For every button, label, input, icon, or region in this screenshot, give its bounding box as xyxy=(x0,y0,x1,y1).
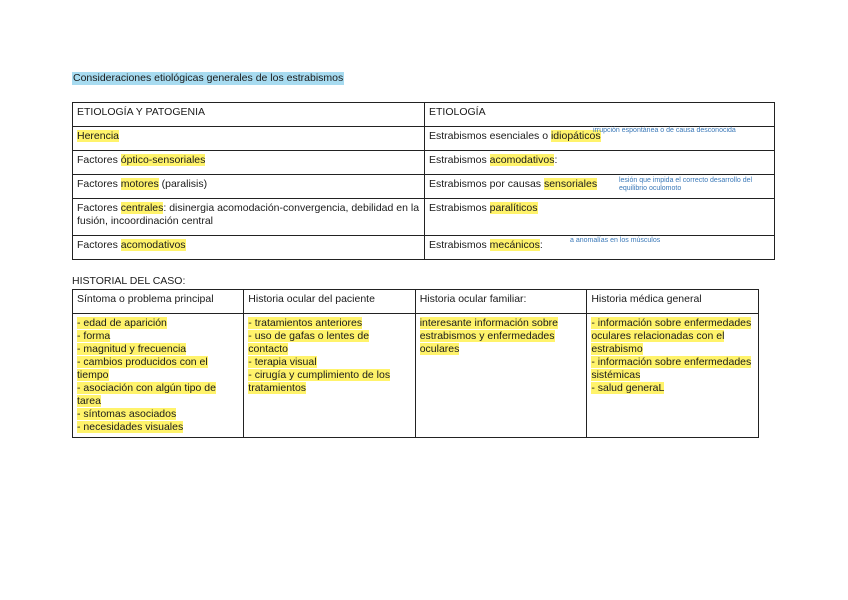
cell-text: Estrabismos xyxy=(428,154,490,166)
list-item: - síntomas asociados xyxy=(77,408,177,420)
list-item: - terapia visual xyxy=(248,356,317,368)
highlighted-text: óptico-sensoriales xyxy=(120,154,206,166)
header-sintoma: Síntoma o problema principal xyxy=(73,290,244,314)
table-row xyxy=(73,127,775,151)
historia-paciente-list xyxy=(244,314,415,438)
list-item: interesante información sobre estrabismos y enfermedades oculares xyxy=(419,317,559,355)
list-item: - forma xyxy=(77,330,111,342)
cell-text: Estrabismos xyxy=(428,239,490,251)
sintoma-list xyxy=(73,314,244,438)
header-etiologia-patogenia: ETIOLOGÍA Y PATOGENIA xyxy=(73,103,425,127)
page-title: Consideraciones etiológicas generales de los estrabismos xyxy=(73,72,344,84)
list-item: - información sobre enfermedades oculares relacionadas con el estrabismo xyxy=(591,317,752,355)
list-item: - cirugía y cumplimiento de los tratamientos xyxy=(248,369,391,394)
annotation-note: irrupción espontánea o de causa desconocida xyxy=(592,127,736,134)
list-item: - asociación con algún tipo de tarea xyxy=(77,382,216,407)
highlighted-text: mecánicos xyxy=(489,239,540,251)
history-table xyxy=(72,289,759,438)
table-row xyxy=(73,151,775,175)
row-left-cell xyxy=(73,151,425,175)
history-section-label: HISTORIAL DEL CASO: xyxy=(72,275,186,287)
row-right-cell xyxy=(424,175,774,199)
table-header-row xyxy=(73,103,775,127)
historia-medica-list xyxy=(587,314,759,438)
list-item: - información sobre enfermedades sistémicas xyxy=(591,356,752,381)
cell-text: : xyxy=(554,154,558,166)
table-row xyxy=(73,199,775,236)
row-right-cell xyxy=(424,199,774,236)
cell-text: : disinergia acomodación-convergencia, debilidad en la fusión, incoordinación central xyxy=(77,202,420,227)
row-right-cell xyxy=(424,151,774,175)
list-item: - edad de aparición xyxy=(77,317,167,329)
table-header-row xyxy=(73,290,759,314)
list-item: - tratamientos anteriores xyxy=(248,317,363,329)
header-historia-ocular-paciente: Historia ocular del paciente xyxy=(244,290,415,314)
row-left-cell xyxy=(73,236,425,260)
highlighted-text: motores xyxy=(120,178,159,190)
row-right-cell xyxy=(424,236,774,260)
row-right-cell xyxy=(424,127,774,151)
header-historia-ocular-familiar: Historia ocular familiar: xyxy=(415,290,587,314)
cell-text: (paralisis) xyxy=(158,178,208,190)
cell-text: Factores xyxy=(77,154,121,166)
historia-familiar-list xyxy=(415,314,587,438)
cell-text: : xyxy=(539,239,543,251)
list-item: - cambios producidos con el tiempo xyxy=(77,356,208,381)
highlighted-text: paralíticos xyxy=(489,202,538,214)
cell-text: Estrabismos esenciales o xyxy=(428,130,551,142)
row-left-cell xyxy=(73,199,425,236)
highlighted-text: Herencia xyxy=(77,130,120,142)
row-left-cell xyxy=(73,175,425,199)
highlighted-text: centrales xyxy=(120,202,164,214)
cell-text: Estrabismos por causas xyxy=(428,178,544,190)
cell-text: Factores xyxy=(77,202,121,214)
list-item: - necesidades visuales xyxy=(77,421,184,433)
list-item: - uso de gafas o lentes de contacto xyxy=(248,330,370,355)
header-historia-medica: Historia médica general xyxy=(587,290,759,314)
table-row xyxy=(73,175,775,199)
annotation-note: lesión que impida el correcto desarrollo del equilibrio oculomoto xyxy=(618,177,753,192)
table-row xyxy=(73,314,759,438)
cell-text: Estrabismos xyxy=(428,202,490,214)
list-item: - magnitud y frecuencia xyxy=(77,343,187,355)
cell-text: Factores xyxy=(77,239,121,251)
header-etiologia: ETIOLOGÍA xyxy=(424,103,774,127)
list-item: - salud generaL xyxy=(591,382,665,394)
highlighted-text: idiopáticos xyxy=(550,130,601,142)
highlighted-text: acomodativos xyxy=(489,154,555,166)
row-left-cell xyxy=(73,127,425,151)
annotation-note: a anomalías en los músculos xyxy=(569,237,661,244)
highlighted-text: sensoriales xyxy=(543,178,598,190)
cell-text: Factores xyxy=(77,178,121,190)
highlighted-text: acomodativos xyxy=(120,239,186,251)
table-row xyxy=(73,236,775,260)
etiology-table xyxy=(72,102,775,260)
